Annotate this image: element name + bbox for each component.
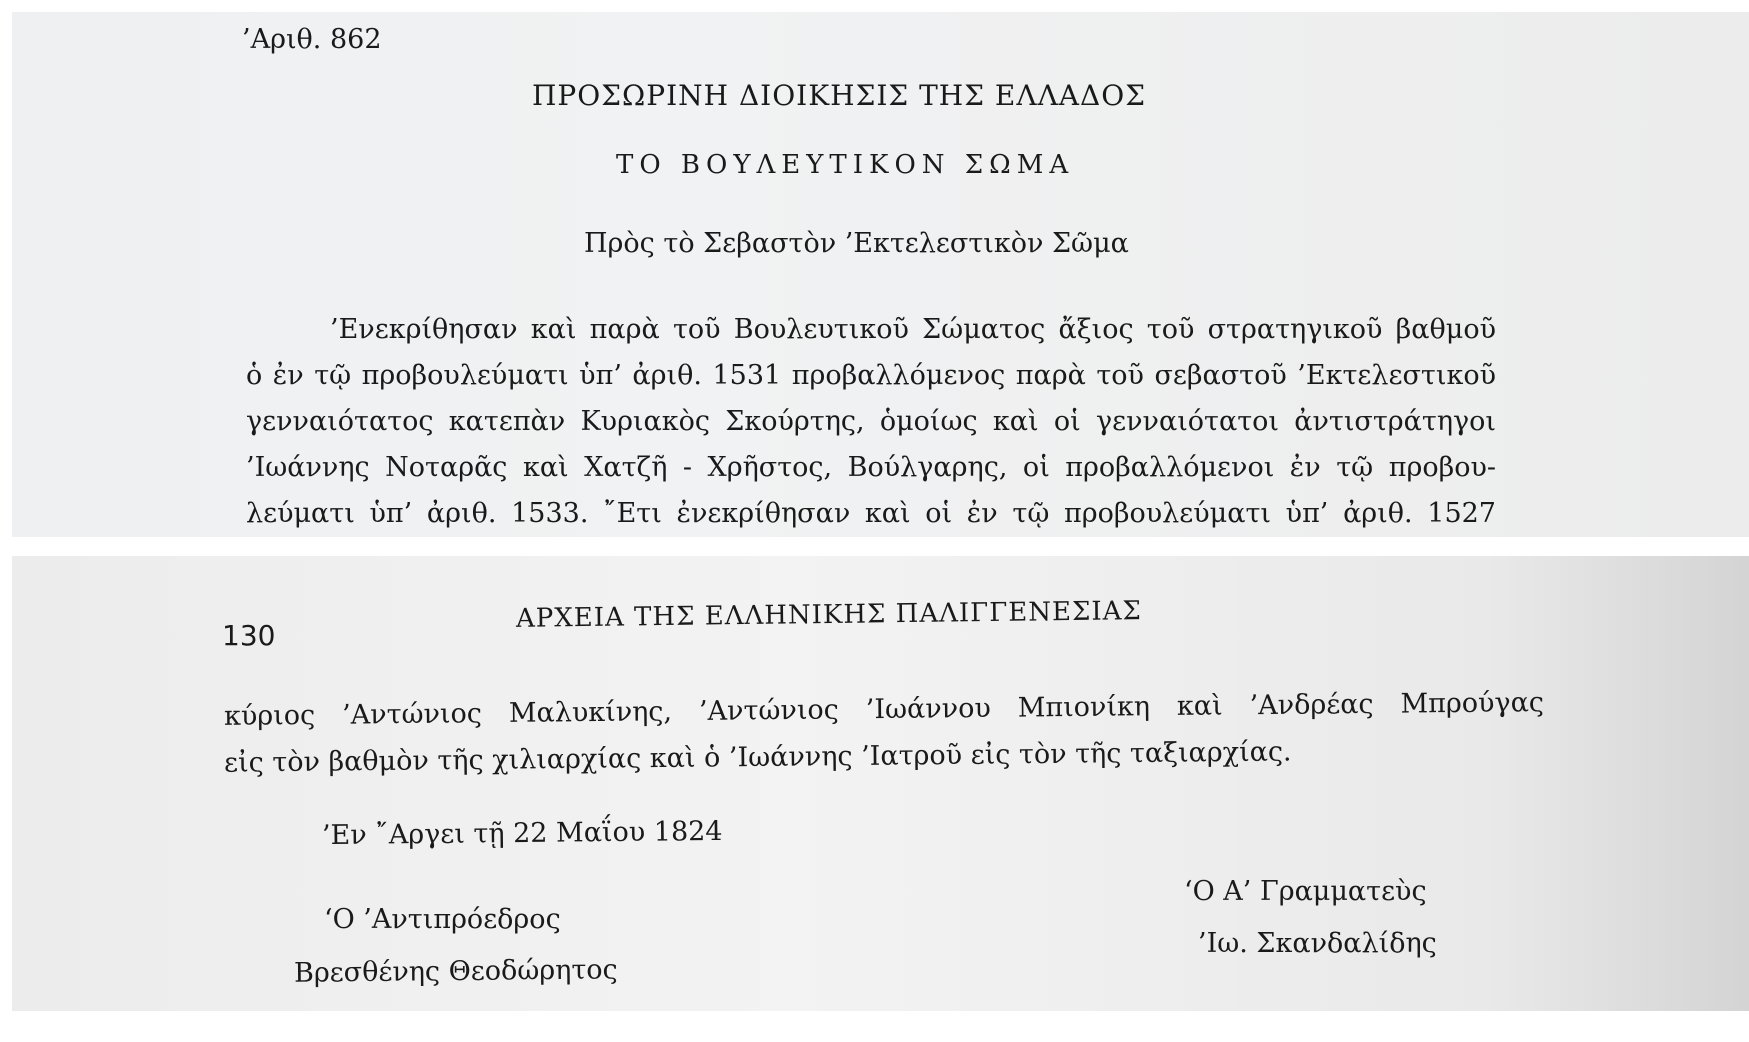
body-line-5: λεύματι ὑπ’ ἀριθ. 1533. ῎Ετι ἐνεκρίθησαν καὶ οἱ ἐν τῷ προβουλεύματι ὑπ’ ἀριθ. 1527: [246, 498, 1496, 529]
page-number: 130: [222, 619, 276, 652]
body-line-4: ’Ιωάννης Νοταρᾶς καὶ Χατζῆ - Χρῆστος, Βούλγαρης, οἱ προβαλλόμενοι ἐν τῷ προβου-: [246, 452, 1496, 483]
document-number: ’Αριθ. 862: [242, 24, 382, 55]
body-line-6: κύριος ’Αντώνιος Μαλυκίνης, ’Αντώνιος ’Ιωάννου Μπιονίκη καὶ ’Ανδρέας Μπρούγας: [223, 687, 1545, 732]
running-header: ΑΡΧΕΙΑ ΤΗΣ ΕΛΛΗΝΙΚΗΣ ΠΑΛΙΓΓΕΝΕΣΙΑΣ: [515, 596, 1142, 634]
place-date-line: ’Εν ῎Αργει τῇ 22 Μαΐου 1824: [321, 815, 723, 852]
addressee-line: Πρὸς τὸ Σεβαστὸν ’Εκτελεστικὸν Σῶμα: [584, 228, 1129, 259]
right-signatory-title: ‘Ο Α’ Γραμματεὺς: [1184, 876, 1427, 907]
bottom-page-scan: [12, 556, 1749, 1011]
body-line-2: ὁ ἐν τῷ προβουλεύματι ὑπ’ ἀριθ. 1531 προβαλλόμενος παρὰ τοῦ σεβαστοῦ ’Εκτελεστικοῦ: [246, 360, 1496, 391]
left-signatory-name: Βρεσθένης Θεοδώρητος: [293, 954, 618, 989]
left-signatory-title: ‘Ο ’Αντιπρόεδρος: [324, 904, 561, 935]
right-signatory-name: ’Ιω. Σκανδαλίδης: [1198, 928, 1437, 959]
document-heading: ΠΡΟΣΩΡΙΝΗ ΔΙΟΙΚΗΣΙΣ ΤΗΣ ΕΛΛΑΔΟΣ: [532, 79, 1146, 112]
body-line-7: εἰς τὸν βαθμὸν τῆς χιλιαρχίας καὶ ὁ ’Ιωάννης ’Ιατροῦ εἰς τὸν τῆς ταξιαρχίας.: [223, 736, 1292, 779]
body-line-3: γενναιότατος κατεπὰν Κυριακὸς Σκούρτης, ὁμοίως καὶ οἱ γενναιότατοι ἀντιστράτηγοι: [246, 406, 1496, 437]
document-subheading: ΤΟ ΒΟΥΛΕΥΤΙΚΟΝ ΣΩΜΑ: [616, 150, 1075, 180]
top-page-scan: [12, 12, 1749, 537]
body-line-1: ’Ενεκρίθησαν καὶ παρὰ τοῦ Βουλευτικοῦ Σώματος ἄξιος τοῦ στρατηγικοῦ βαθμοῦ: [330, 314, 1496, 345]
